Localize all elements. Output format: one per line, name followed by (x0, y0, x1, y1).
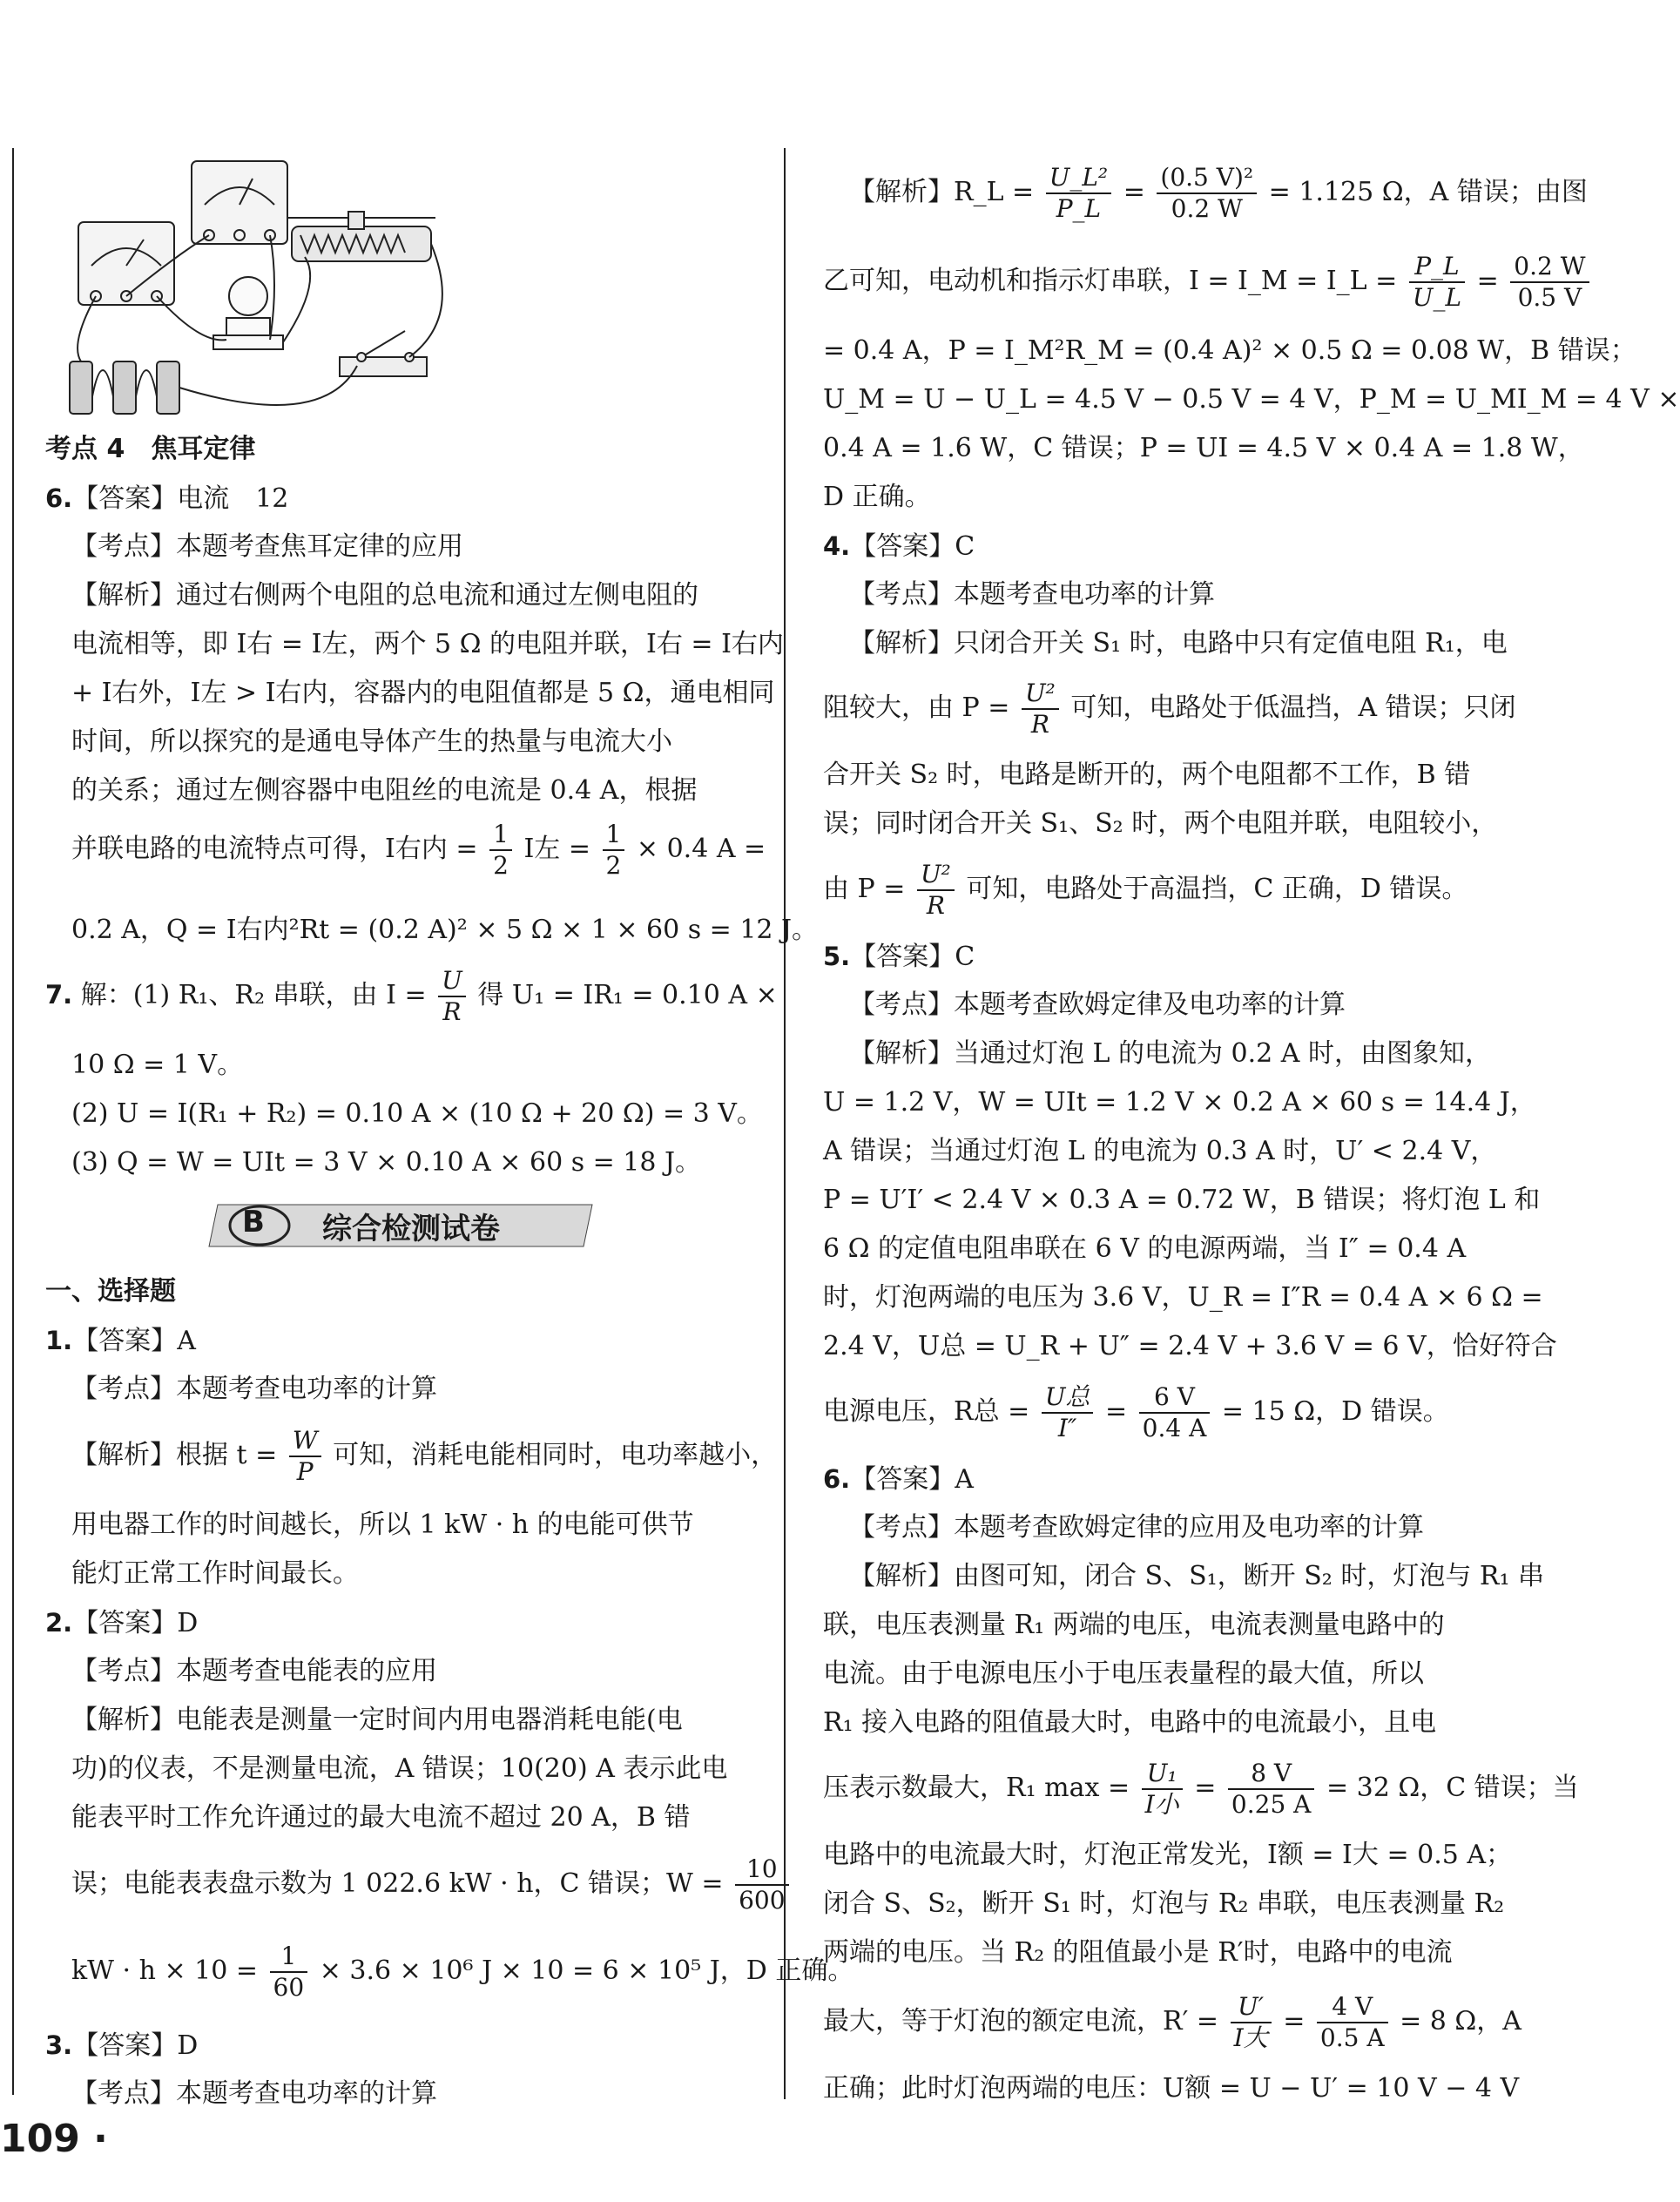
a4-point: 【考点】本题考查电功率的计算 (849, 579, 1215, 610)
a3-cont-line-1b: = 1.125 Ω，A 错误；由图 (1268, 177, 1588, 207)
fraction-denominator: R (442, 997, 462, 1026)
a2-fraction-2 (270, 1944, 308, 2000)
a3-fraction-1 (1046, 165, 1111, 221)
a2-line-3: 能表平时工作允许通过的最大电流不超过 20 A，B 错 (71, 1802, 691, 1833)
a4-line-2a: 阻较大，由 P = (823, 692, 1010, 723)
a5-line-1: 【解析】当通过灯泡 L 的电流为 0.2 A 时，由图象知， (849, 1038, 1491, 1069)
fraction-denominator: 60 (273, 1973, 305, 2002)
page-number: 109 · (0, 2117, 108, 2161)
q6-line-6c: × 0.4 A = (636, 834, 766, 864)
a2-point: 【考点】本题考查电能表的应用 (71, 1656, 437, 1686)
a3-fraction-3 (1409, 254, 1465, 310)
a6-line-9: 最大，等于灯泡的额定电流，R′ = $\frac{U'}{\text{I大}}$ = $\frac{4 V}{0.5 A}$ = 8 Ω，A (823, 1992, 1521, 2052)
fraction-numerator: 1 (489, 822, 512, 851)
q7-line-1a: 解：(1) R₁、R₂ 串联，由 I = (80, 980, 427, 1010)
a6-answer-line (823, 1455, 974, 1504)
a6-line-5: 压表示数最大，R₁ max = $\frac{\text{U₁}}{\text{I小}}$ = $\frac{8 V}{0.25 A}$ = 32 Ω，C 错误；当 (823, 1759, 1579, 1819)
a6-fraction-1 (1142, 1761, 1183, 1817)
a4-line-5b: 可知，电路处于高温挡，C 正确，D 错误。 (966, 874, 1468, 904)
fraction-numerator: 4 V (1317, 1995, 1388, 2023)
fraction-denominator: 2 (605, 851, 622, 880)
fraction-numerator: U (438, 969, 466, 997)
a2-line-1: 【解析】电能表是测量一定时间内用电器消耗电能(电 (71, 1705, 683, 1735)
a5-line-8b: = 15 Ω，D 错误。 (1221, 1396, 1449, 1427)
fraction-numerator: U² (1022, 681, 1059, 710)
a6-point: 【考点】本题考查欧姆定律的应用及电功率的计算 (849, 1512, 1424, 1543)
q6-line-6a: 并联电路的电流特点可得，I右内 = (71, 834, 478, 864)
fraction-numerator: U² (917, 862, 955, 891)
section-1-heading: 一、选择题 (45, 1276, 176, 1307)
circuit-illustration (61, 144, 462, 422)
fraction-numerator: U_L² (1046, 165, 1111, 194)
banner-title: 综合检测试卷 (322, 1212, 500, 1246)
rheostat-icon (287, 212, 435, 261)
q6-answer-line (45, 474, 288, 523)
a3-number: 3. (45, 2030, 73, 2060)
q7-line-4: (3) Q = W = UIt = 3 V × 0.10 A × 60 s = 18 J。 (71, 1147, 702, 1178)
fraction-numerator: (0.5 V)² (1157, 165, 1257, 194)
a1-answer: 【答案】A (72, 1326, 196, 1356)
q6-line-6 (45, 822, 766, 878)
q6-line-5: 的关系；通过左侧容器中电阻丝的电流是 0.4 A，根据 (71, 775, 698, 806)
a6-line-5a: 压表示数最大，R₁ max = (823, 1773, 1130, 1803)
a6-answer: 【答案】A (850, 1464, 974, 1495)
kaodian-4-heading: 考点 4 焦耳定律 (45, 434, 256, 464)
fraction-numerator: 1 (603, 822, 625, 851)
a3-answer: 【答案】D (72, 2030, 199, 2061)
a1-line-2: 用电器工作的时间越长，所以 1 kW · h 的电能可供节 (71, 1510, 694, 1540)
a4-fraction-1 (1022, 681, 1059, 737)
a3-fraction-2 (1157, 165, 1257, 221)
banner-letter: B (242, 1205, 265, 1239)
a4-answer-line (823, 522, 975, 571)
a6-fraction-2 (1228, 1761, 1314, 1817)
fraction-numerator: 6 V (1139, 1385, 1211, 1414)
fraction-denominator: 0.25 A (1231, 1790, 1312, 1819)
fraction-denominator: P_L (1056, 194, 1102, 223)
a3-fraction-4 (1510, 254, 1589, 310)
a2-answer-line (45, 1598, 198, 1648)
q6-line-7: 0.2 A，Q = I右内²Rt = (0.2 A)² × 5 Ω × 1 × 60 s = 12 J。 (71, 915, 819, 945)
a6-line-8: 两端的电压。当 R₂ 的阻值最小是 R′时，电路中的电流 (823, 1937, 1453, 1968)
q7-fraction (438, 966, 466, 1026)
a3-cont-line-2a: 乙可知，电动机和指示灯串联，I = I_M = I_L = (823, 266, 1398, 296)
q7-line-3: (2) U = I(R₁ + R₂) = 0.10 A × (10 Ω + 20 Ω) = 3 V。 (71, 1098, 763, 1129)
a2-line-5 (45, 1944, 853, 2000)
fraction-numerator: 1 (270, 1944, 308, 1973)
a5-line-8a: 电源电压，R总 = (823, 1396, 1030, 1427)
a6-line-4: R₁ 接入电路的阻值最大时，电路中的电流最小，且电 (823, 1707, 1437, 1738)
a4-line-2 (823, 681, 1516, 737)
a6-fraction-4 (1317, 1992, 1388, 2052)
a1-answer-line (45, 1316, 196, 1366)
q6-line-3: + I右外，I左 > I右内，容器内的电阻值都是 5 Ω，通电相同 (71, 678, 775, 708)
a5-point: 【考点】本题考查欧姆定律及电功率的计算 (849, 990, 1346, 1020)
a5-line-6: 时，灯泡两端的电压为 3.6 V，U_R = I″R = 0.4 A × 6 Ω = (823, 1282, 1543, 1313)
a4-line-5a: 由 P = (823, 874, 906, 904)
q6-line-1: 【解析】通过右侧两个电阻的总电流和通过左侧电阻的 (71, 580, 698, 611)
a5-line-2: U = 1.2 V，W = UIt = 1.2 V × 0.2 A × 60 s = 14.4 J， (823, 1087, 1536, 1118)
a3-cont-line-1a: 【解析】R_L = (849, 177, 1035, 207)
a6-line-1: 【解析】由图可知，闭合 S、S₁，断开 S₂ 时，灯泡与 R₁ 串 (849, 1561, 1545, 1591)
a6-number: 6. (823, 1464, 851, 1494)
q7-line-2: 10 Ω = 1 V。 (71, 1050, 244, 1080)
a3-answer-line (45, 2021, 198, 2070)
fraction-denominator: 0.2 W (1171, 194, 1243, 223)
a5-answer-line (823, 932, 975, 982)
a1-line-1 (45, 1426, 778, 1486)
a3-cont-line-1: 【解析】R_L = $\frac{\text{U\_L²}}{P\_L}$ = $\frac{\text{(0.5 V)²}}{0.2 W}$ = 1.125 Ω，A 错误；由图 (849, 163, 1588, 223)
fraction-numerator: U′ (1231, 1995, 1272, 2023)
fraction-denominator: 0.5 V (1517, 283, 1582, 312)
a3-cont-line-6: D 正确。 (823, 482, 931, 512)
a6-line-7: 闭合 S、S₂，断开 S₁ 时，灯泡与 R₂ 串联，电压表测量 R₂ (823, 1888, 1505, 1919)
fraction-denominator: 600 (739, 1886, 786, 1915)
q7-line-1 (45, 966, 778, 1026)
a2-answer: 【答案】D (72, 1608, 199, 1638)
a3-cont-line-3: = 0.4 A，P = I_M²R_M = (0.4 A)² × 0.5 Ω = 0.08 W，B 错误； (823, 335, 1636, 366)
a1-line-3: 能灯正常工作时间最长。 (71, 1558, 359, 1589)
a1-line-1a: 【解析】根据 t = (71, 1440, 278, 1470)
fraction-denominator: P (296, 1457, 314, 1486)
a5-line-5: 6 Ω 的定值电阻串联在 6 V 的电源两端，当 I″ = 0.4 A (823, 1233, 1467, 1264)
a4-answer: 【答案】C (850, 531, 975, 562)
a6-line-5b: = 32 Ω，C 错误；当 (1326, 1773, 1579, 1803)
q6-line-6b: I左 = (523, 834, 590, 864)
a1-point: 【考点】本题考查电功率的计算 (71, 1374, 437, 1404)
fraction-denominator: R (926, 891, 945, 920)
a5-line-8: 电源电压，R总 = $\frac{\text{U总}}{I''}$ = $\frac{6 V}{0.4 A}$ = 15 Ω，D 错误。 (823, 1382, 1449, 1442)
a2-number: 2. (45, 1608, 73, 1638)
a6-line-2: 联，电压表测量 R₁ 两端的电压，电流表测量电路中的 (823, 1610, 1445, 1640)
fraction-denominator: I″ (1057, 1414, 1077, 1442)
a4-line-5 (823, 862, 1467, 918)
q7-number: 7. (45, 980, 73, 1010)
a2-fraction-1 (735, 1854, 788, 1915)
a5-number: 5. (823, 942, 851, 971)
q6-point: 【考点】本题考查焦耳定律的应用 (71, 531, 463, 562)
a5-line-4: P = U′I′ < 2.4 V × 0.3 A = 0.72 W，B 错误；将灯泡 L 和 (823, 1185, 1541, 1215)
a2-line-2: 功)的仪表，不是测量电流，A 错误；10(20) A 表示此电 (71, 1753, 728, 1784)
fraction-denominator: 0.4 A (1142, 1414, 1207, 1442)
a4-line-2b: 可知，电路处于低温挡，A 错误；只闭 (1070, 692, 1516, 723)
a3-point: 【考点】本题考查电功率的计算 (71, 2078, 437, 2109)
fraction-denominator: 2 (493, 851, 509, 880)
a6-line-10: 正确；此时灯泡两端的电压：U额 = U − U′ = 10 V − 4 V (823, 2073, 1520, 2104)
a1-fraction (289, 1426, 321, 1486)
a5-fraction-2 (1139, 1382, 1211, 1442)
q6-line-2: 电流相等，即 I右 = I左，两个 5 Ω 的电阻并联，I右 = I右内 (71, 629, 784, 659)
voltmeter-icon (192, 161, 287, 244)
a2-line-5a: kW · h × 10 = (71, 1955, 258, 1986)
fraction-numerator: 8 V (1228, 1761, 1314, 1790)
page-left-rule (12, 148, 14, 2095)
ammeter-icon (78, 222, 174, 305)
fraction-numerator: U总 (1042, 1385, 1094, 1414)
a1-number: 1. (45, 1326, 73, 1355)
fraction-denominator: 0.5 A (1319, 2023, 1385, 2052)
q6-number: 6. (45, 483, 73, 513)
a3-cont-line-4: U_M = U − U_L = 4.5 V − 0.5 V = 4 V，P_M = U_MI_M = 4 V × (823, 384, 1680, 415)
a4-line-3: 合开关 S₂ 时，电路是断开的，两个电阻都不工作，B 错 (823, 760, 1471, 790)
a2-line-5b: × 3.6 × 10⁶ J × 10 = 6 × 10⁵ J，D 正确。 (319, 1955, 854, 1986)
a6-line-6: 电路中的电流最大时，灯泡正常发光，I额 = I大 = 0.5 A； (823, 1840, 1513, 1870)
a5-line-3: A 错误；当通过灯泡 L 的电流为 0.3 A 时，U′ < 2.4 V， (823, 1136, 1497, 1166)
a6-line-9b: = 8 Ω，A (1400, 2006, 1521, 2037)
a2-line-4a: 误；电能表表盘示数为 1 022.6 kW · h，C 错误；W = (71, 1868, 724, 1899)
fraction-denominator: U_L (1412, 283, 1462, 312)
fraction-denominator: R (1030, 710, 1049, 739)
a4-number: 4. (823, 531, 851, 561)
a4-line-1: 【解析】只闭合开关 S₁ 时，电路中只有定值电阻 R₁，电 (849, 628, 1508, 659)
half-fraction-1 (489, 822, 512, 878)
fraction-denominator: I小 (1144, 1790, 1179, 1819)
a4-line-4: 误；同时闭合开关 S₁、S₂ 时，两个电阻并联，电阻较小， (823, 808, 1498, 839)
a3-cont-line-2: 乙可知，电动机和指示灯串联，I = I_M = I_L = $\frac{P\_L}{U\_L}$ = $\frac{0.2 W}{0.5 V}$ (823, 254, 1593, 310)
a5-line-7: 2.4 V，U总 = U_R + U″ = 2.4 V + 3.6 V = 6 V，恰好符合 (823, 1331, 1557, 1361)
fraction-numerator: U₁ (1142, 1761, 1183, 1790)
a4-fraction-2 (917, 862, 955, 918)
a5-fraction-1 (1042, 1382, 1094, 1442)
half-fraction-2 (603, 822, 625, 878)
column-divider (784, 148, 786, 2099)
a5-answer: 【答案】C (850, 942, 975, 972)
a6-line-9a: 最大，等于灯泡的额定电流，R′ = (823, 2006, 1219, 2037)
fraction-numerator: 10 (735, 1857, 788, 1886)
fraction-denominator: I大 (1233, 2023, 1268, 2052)
page-number-value: 109 (0, 2117, 80, 2161)
a6-line-3: 电流。由于电源电压小于电压表量程的最大值，所以 (823, 1658, 1424, 1689)
q6-answer: 【答案】电流 12 (72, 483, 289, 514)
fraction-numerator: P_L (1409, 254, 1465, 283)
fraction-numerator: W (289, 1429, 321, 1457)
q7-line-1b: 得 U₁ = IR₁ = 0.10 A × (477, 980, 778, 1010)
a1-line-1b: 可知，消耗电能相同时，电功率越小， (333, 1440, 778, 1470)
a6-fraction-3 (1231, 1992, 1272, 2052)
a3-cont-line-5: 0.4 A = 1.6 W，C 错误；P = UI = 4.5 V × 0.4 A = 1.8 W， (823, 433, 1584, 463)
battery-icon (70, 361, 179, 414)
fraction-numerator: 0.2 W (1510, 254, 1589, 283)
a2-line-4 (45, 1854, 793, 1915)
q6-line-4: 时间，所以探究的是通电导体产生的热量与电流大小 (71, 726, 672, 757)
